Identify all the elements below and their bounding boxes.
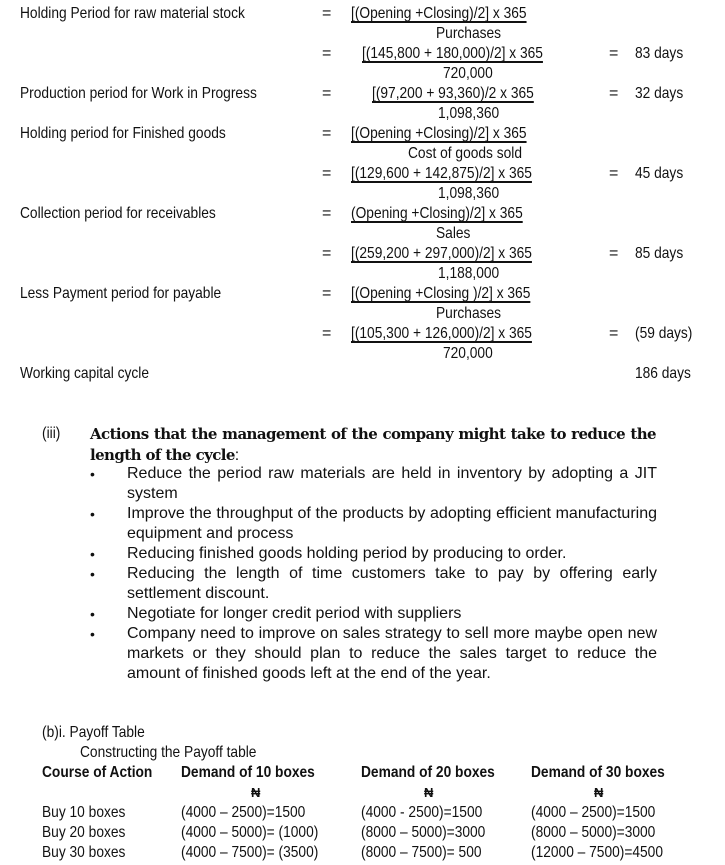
equals-sign: =	[609, 85, 619, 102]
payables-values-numerator: [(105,300 + 126,000)/2] x 365	[351, 325, 532, 342]
action-item	[127, 604, 657, 624]
cycle-label: Working capital cycle	[20, 365, 149, 382]
receivables-label: Collection period for receivables	[20, 205, 216, 222]
table-cell: (12000 – 7500)=4500	[531, 844, 663, 861]
receivables-values-denominator: 1,188,000	[438, 265, 500, 282]
cycle-result: 186 days	[635, 365, 691, 382]
bullet-icon: •	[90, 566, 95, 582]
action-item-text: Company need to improve on sales strategy to sell more maybe open new markets or they should plan to reduce the sales target to reduce the amount of finished goods left at the end of the year.	[127, 625, 657, 682]
bullet-icon: •	[90, 626, 95, 642]
raw-material-result: 83 days	[635, 45, 684, 62]
naira-icon: ₦	[594, 785, 604, 800]
column-header: Demand of 20 boxes	[361, 764, 495, 781]
finished-goods-result: 45 days	[635, 165, 684, 182]
actions-heading-colon: :	[234, 447, 240, 464]
equals-sign: =	[609, 45, 619, 62]
equals-sign: =	[609, 325, 619, 342]
table-cell: (4000 – 5000)= (1000)	[181, 824, 319, 841]
action-item-text: Reducing finished goods holding period by producing to order.	[127, 545, 567, 562]
finished-goods-values-numerator: [(129,600 + 142,875)/2] x 365	[351, 165, 532, 182]
equals-sign: =	[322, 5, 332, 22]
row-action: Buy 20 boxes	[42, 824, 126, 841]
payables-formula-denominator: Purchases	[436, 305, 502, 322]
payables-formula-numerator: [(Opening +Closing )/2] x 365	[351, 285, 531, 302]
action-item-text: Reduce the period raw materials are held in inventory by adopting a JIT system	[127, 465, 657, 502]
equals-sign: =	[322, 205, 332, 222]
wip-values-numerator: [(97,200 + 93,360)/2 x 365	[372, 85, 534, 102]
payables-result: (59 days)	[635, 325, 693, 342]
section-number: (iii)	[42, 425, 61, 442]
bullet-icon: •	[90, 606, 95, 622]
finished-goods-formula-numerator: [(Opening +Closing)/2] x 365	[351, 125, 527, 142]
naira-icon: ₦	[424, 785, 434, 800]
action-item	[127, 464, 657, 504]
action-item	[127, 564, 657, 604]
bullet-icon: •	[90, 506, 95, 522]
equals-sign: =	[322, 165, 332, 182]
row-action: Buy 10 boxes	[42, 804, 126, 821]
equals-sign: =	[322, 85, 332, 102]
table-cell: (4000 – 2500)=1500	[531, 804, 656, 821]
payoff-title: (b)i. Payoff Table	[42, 724, 145, 741]
table-cell: (8000 – 5000)=3000	[531, 824, 656, 841]
raw-material-label: Holding Period for raw material stock	[20, 5, 245, 22]
equals-sign: =	[322, 325, 332, 342]
action-item-text: Improve the throughput of the products by adopting efficient manufacturing equipment and process	[127, 505, 657, 542]
column-header: Demand of 10 boxes	[181, 764, 315, 781]
action-item	[127, 624, 657, 684]
bullet-icon: •	[90, 466, 95, 482]
action-item	[127, 504, 657, 544]
table-cell: (4000 - 2500)=1500	[361, 804, 483, 821]
finished-goods-values-denominator: 1,098,360	[438, 185, 500, 202]
table-cell: (8000 – 5000)=3000	[361, 824, 486, 841]
receivables-formula-denominator: Sales	[436, 225, 471, 242]
wip-label: Production period for Work in Progress	[20, 85, 257, 102]
payables-values-denominator: 720,000	[443, 345, 493, 362]
action-item-text: Negotiate for longer credit period with suppliers	[127, 605, 462, 622]
equals-sign: =	[609, 165, 619, 182]
payoff-subtitle: Constructing the Payoff table	[80, 744, 257, 761]
table-cell: (4000 – 2500)=1500	[181, 804, 306, 821]
equals-sign: =	[322, 245, 332, 262]
raw-material-formula-denominator: Purchases	[436, 25, 502, 42]
wip-result: 32 days	[635, 85, 684, 102]
raw-material-values-denominator: 720,000	[443, 65, 493, 82]
table-cell: (8000 – 7500)= 500	[361, 844, 482, 861]
payables-label: Less Payment period for payable	[20, 285, 222, 302]
receivables-values-numerator: [(259,200 + 297,000)/2] x 365	[351, 245, 532, 262]
action-item-text: Reducing the length of time customers take to pay by offering early settlement discount.	[127, 565, 657, 602]
actions-heading	[90, 424, 656, 466]
finished-goods-label: Holding period for Finished goods	[20, 125, 226, 142]
raw-material-values-numerator: [(145,800 + 180,000)/2] x 365	[362, 45, 543, 62]
equals-sign: =	[609, 245, 619, 262]
naira-icon: ₦	[251, 785, 261, 800]
wip-values-denominator: 1,098,360	[438, 105, 500, 122]
raw-material-formula-numerator: [(Opening +Closing)/2] x 365	[351, 5, 527, 22]
receivables-formula-numerator: (Opening +Closing)/2] x 365	[351, 205, 523, 222]
equals-sign: =	[322, 45, 332, 62]
actions-heading-text: Actions that the management of the company might take to reduce the length of the cycle	[90, 425, 656, 464]
action-item	[127, 544, 657, 564]
table-cell: (4000 – 7500)= (3500)	[181, 844, 319, 861]
column-header: Course of Action	[42, 764, 153, 781]
finished-goods-formula-denominator: Cost of goods sold	[408, 145, 522, 162]
column-header: Demand of 30 boxes	[531, 764, 665, 781]
receivables-result: 85 days	[635, 245, 684, 262]
equals-sign: =	[322, 285, 332, 302]
equals-sign: =	[322, 125, 332, 142]
row-action: Buy 30 boxes	[42, 844, 126, 861]
bullet-icon: •	[90, 546, 95, 562]
